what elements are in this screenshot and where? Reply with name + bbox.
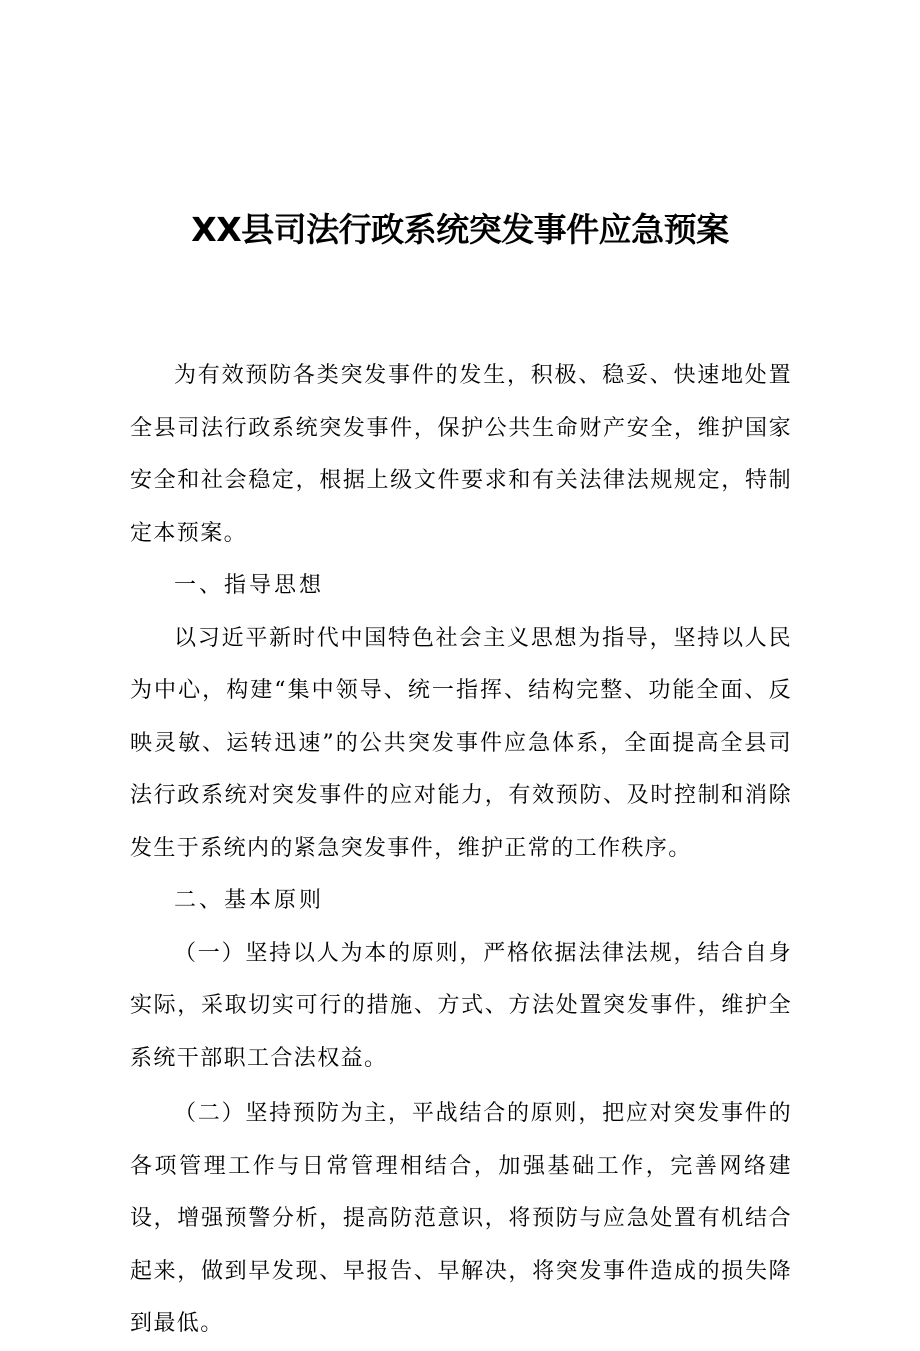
- document-title: XX县司法行政系统突发事件应急预案: [191, 210, 729, 249]
- principle-1-paragraph: （一）坚持以人为本的原则，严格依据法律法规，结合自身实际，采取切实可行的措施、方式、方法处置突发事件，维护全系统干部职工合法权益。: [130, 940, 792, 1071]
- section-heading-basic-principles: 二、基本原则: [174, 888, 325, 913]
- intro-paragraph: 为有效预防各类突发事件的发生，积极、稳妥、快速地处置全县司法行政系统突发事件，保护公共生命财产安全，维护国家安全和社会稳定，根据上级文件要求和有关法律法规规定，特制定本预案。: [130, 363, 792, 546]
- section-heading-guiding-ideology: 一、指导思想: [174, 573, 325, 598]
- guiding-ideology-paragraph: 以习近平新时代中国特色社会主义思想为指导，坚持以人民为中心，构建“集中领导、统一指挥、结构完整、功能全面、反映灵敏、运转迅速”的公共突发事件应急体系，全面提高全县司法行政系统对突发事件的应对能力，有效预防、及时控制和消除发生于系统内的紧急突发事件，维护正常的工作秩序。: [130, 625, 792, 861]
- document-body: [130, 350, 792, 1351]
- principle-2-paragraph: （二）坚持预防为主，平战结合的原则，把应对突发事件的各项管理工作与日常管理相结合，加强基础工作，完善网络建设，增强预警分析，提高防范意识，将预防与应急处置有机结合起来，做到早发现、早报告、早解决，将突发事件造成的损失降到最低。: [130, 1101, 792, 1336]
